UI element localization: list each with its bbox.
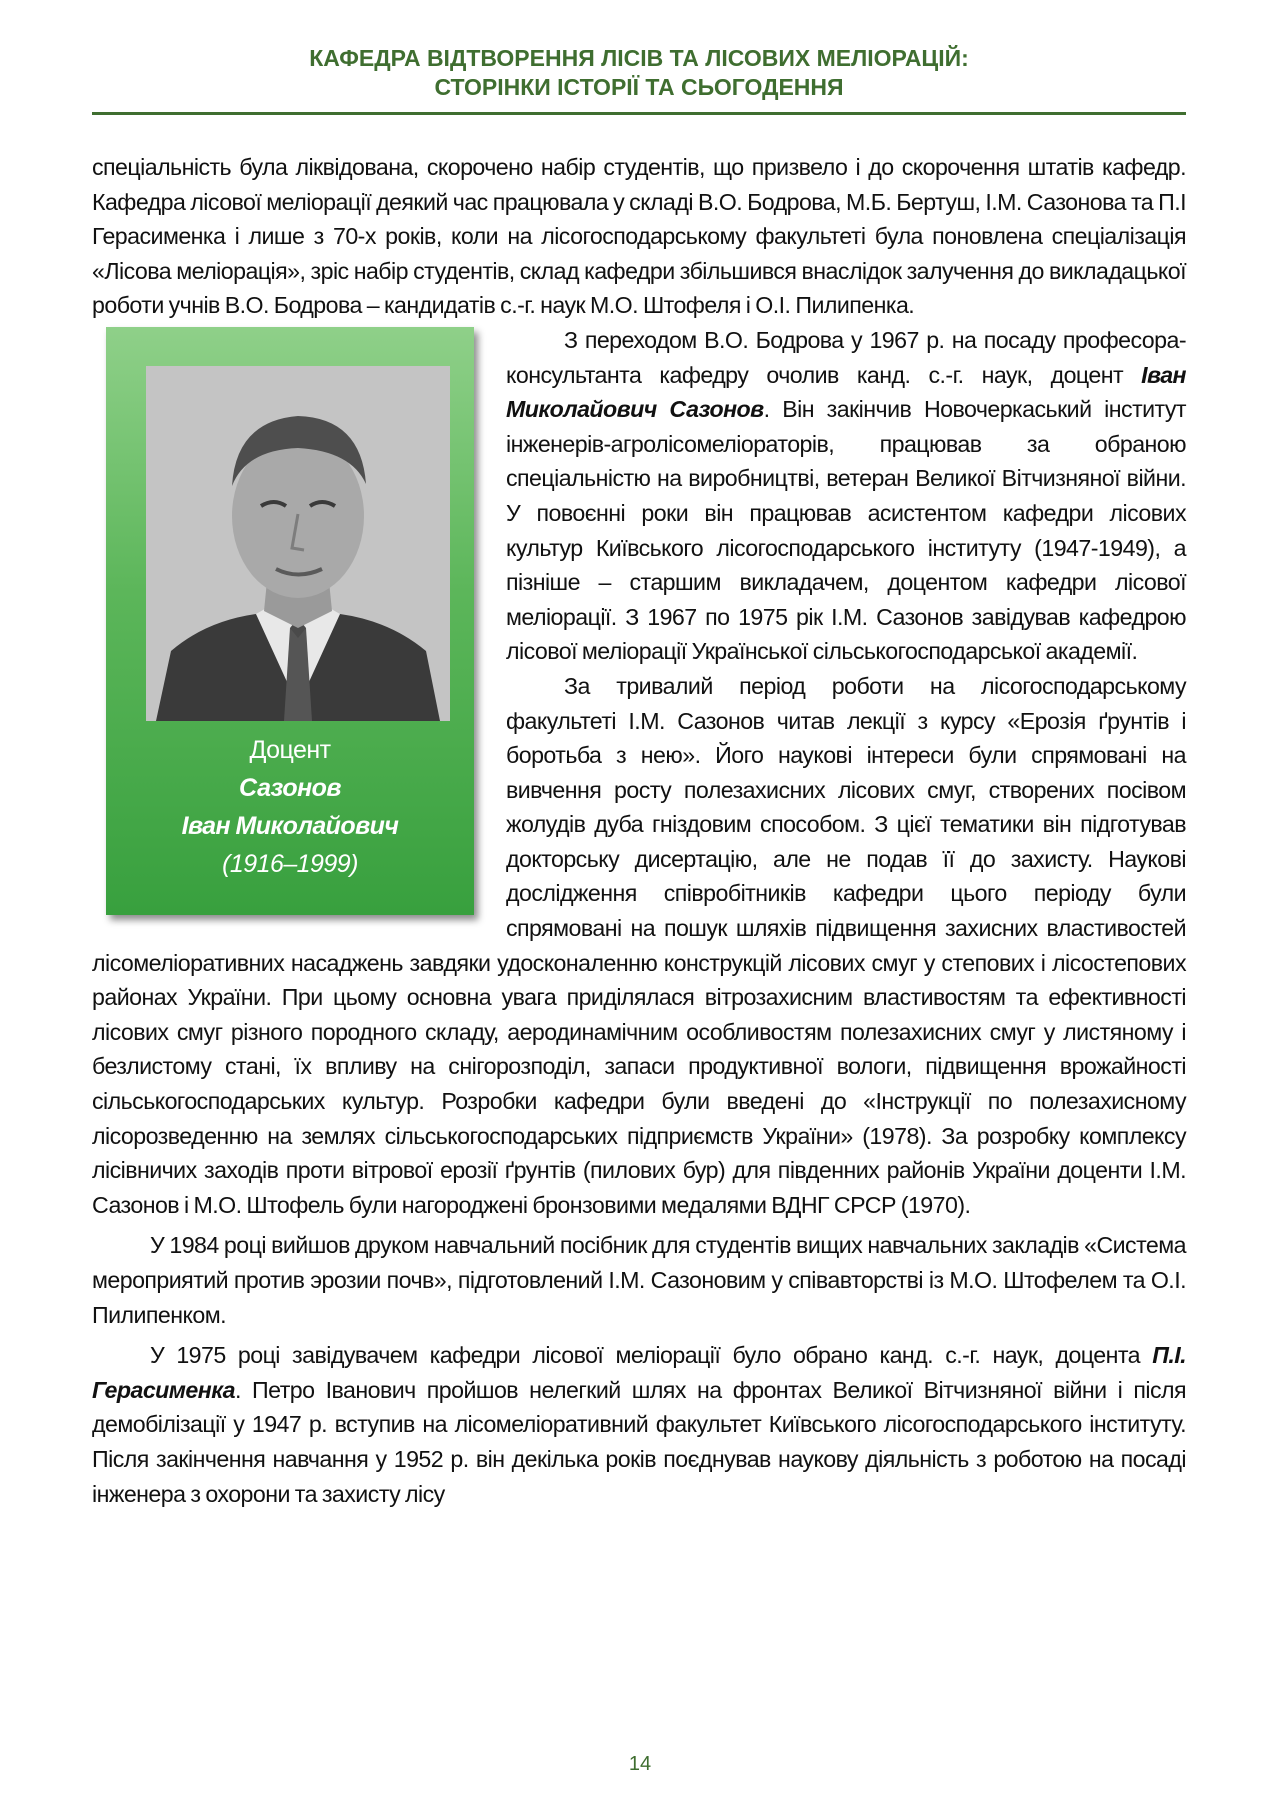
portrait-caption (106, 731, 474, 883)
header-line-1: КАФЕДРА ВІДТВОРЕННЯ ЛІСІВ ТА ЛІСОВИХ МЕЛІОРАЦІЙ: (309, 45, 969, 71)
caption-given-name: Іван Миколайович (181, 811, 399, 840)
caption-years: (1916–1999) (222, 849, 358, 878)
paragraph-5-end: . Петро Іванович пройшов нелегкий шлях на фронтах Великої Вітчизняної війни і після демобілізації у 1947 р. вступив на лісомеліоративний факультет Київського лісогосподарського інституту. Після закінчення навчання у 1952 р. він декілька років поєднував наукову діяльність з роботою на посаді інженера з охорони та захисту лісу (92, 1376, 1186, 1507)
page-number: 14 (628, 1753, 652, 1775)
caption-surname: Сазонов (239, 773, 341, 802)
paragraph-5-start: У 1975 році завідувачем кафедри лісової меліорації було обрано канд. с.-г. наук, доцента (150, 1342, 1153, 1369)
paragraph-4: У 1984 році вийшов друком навчальний посібник для студентів вищих навчальних закладів «Система мероприятий против эрозии почв», підготовлений І.М. Сазоновим у співавторстві із М.О. Штофелем та О.І. Пилипенком. (92, 1232, 1186, 1328)
page-header (92, 44, 1186, 102)
article-body (92, 150, 1186, 1511)
paragraph-3: За тривалий період роботи на лісогосподарському факультеті І.М. Сазонов читав лекції з курсу «Ерозія ґрунтів і боротьба з нею». Його наукові інтереси були спрямовані на вивчення росту полезахисних лісових смуг, створених посівом жолудів дуба гніздовим способом. З цієї тематики він підготував докторську дисертацію, але не подав її до захисту. Наукові дослідження співробітників кафедри цього періоду були спрямовані на пошук шляхів підвищення захисних властивостей лісомеліоративних насаджень завдяки удосконаленню конструкцій лісових смуг у степових і лісостепових районах України. При цьому основна увага приділялася вітрозахисним властивостям та ефективності лісових смуг різного породного складу, аеродинамічним особливостям полезахисних смуг у листяному і безлистому стані, їх впливу на снігорозподіл, запаси продуктивної вологи, підвищення врожайності сільськогосподарських культур. Розробки кафедри були введені до «Інструкції по полезахисному лісорозведенню на землях сільськогосподарських підприємств України» (1978). За розробку комплексу лісівничих заходів проти вітрової ерозії ґрунтів (пилових бур) для південних районів України доценти І.М. Сазонов і М.О. Штофель були нагороджені бронзовими медалями ВДНГ СРСР (1970). (92, 672, 1186, 1218)
paragraph-2-end: . Він закінчив Новочеркаський інститут інженерів-агролісомеліораторів, працював за обраною спеціальністю на виробництві, ветеран Великої Вітчизняної війни. У повоєнні роки він працював асистентом кафедри лісових культур Київського лісогосподарського інституту (1947-1949), а пізніше – старшим викладачем, доцентом кафедри лісової меліорації. З 1967 по 1975 рік І.М. Сазонов завідував кафедрою лісової меліорації Української сільськогосподарської академії. (506, 396, 1186, 665)
paragraph-2-start: З переходом В.О. Бодрова у 1967 р. на посаду професора-консультанта кафедру очолив канд. с.-г. наук, доцент (506, 326, 1186, 388)
portrait-photo (146, 366, 450, 721)
person-name-gerasymenko: П.І. Герасименка (92, 1342, 1186, 1403)
header-line-2: СТОРІНКИ ІСТОРІЇ ТА СЬОГОДЕННЯ (434, 74, 844, 100)
header-divider (92, 112, 1186, 115)
paragraph-1: спеціальність була ліквідована, скорочено набір студентів, що призвело і до скорочення штатів кафедр. Кафедра лісової меліорації деякий час працювала у складі В.О. Бодрова, М.Б. Бертуш, І.М. Сазонова та П.І Герасименка і лише з 70-х років, коли на лісогосподарському факультеті була поновлена спеціалізація «Лісова меліорація», зріс набір студентів, склад кафедри збільшився внаслідок залучення до викладацької роботи учнів В.О. Бодрова – кандидатів с.-г. наук М.О. Штофеля і О.І. Пилипенка. (92, 154, 1186, 319)
portrait-figure (106, 327, 474, 915)
portrait-image (146, 366, 450, 721)
paragraph-5 (92, 1338, 1186, 1511)
person-name-sazonov: Іван Миколайович Сазонов (506, 361, 1186, 423)
caption-title: Доцент (249, 735, 331, 764)
